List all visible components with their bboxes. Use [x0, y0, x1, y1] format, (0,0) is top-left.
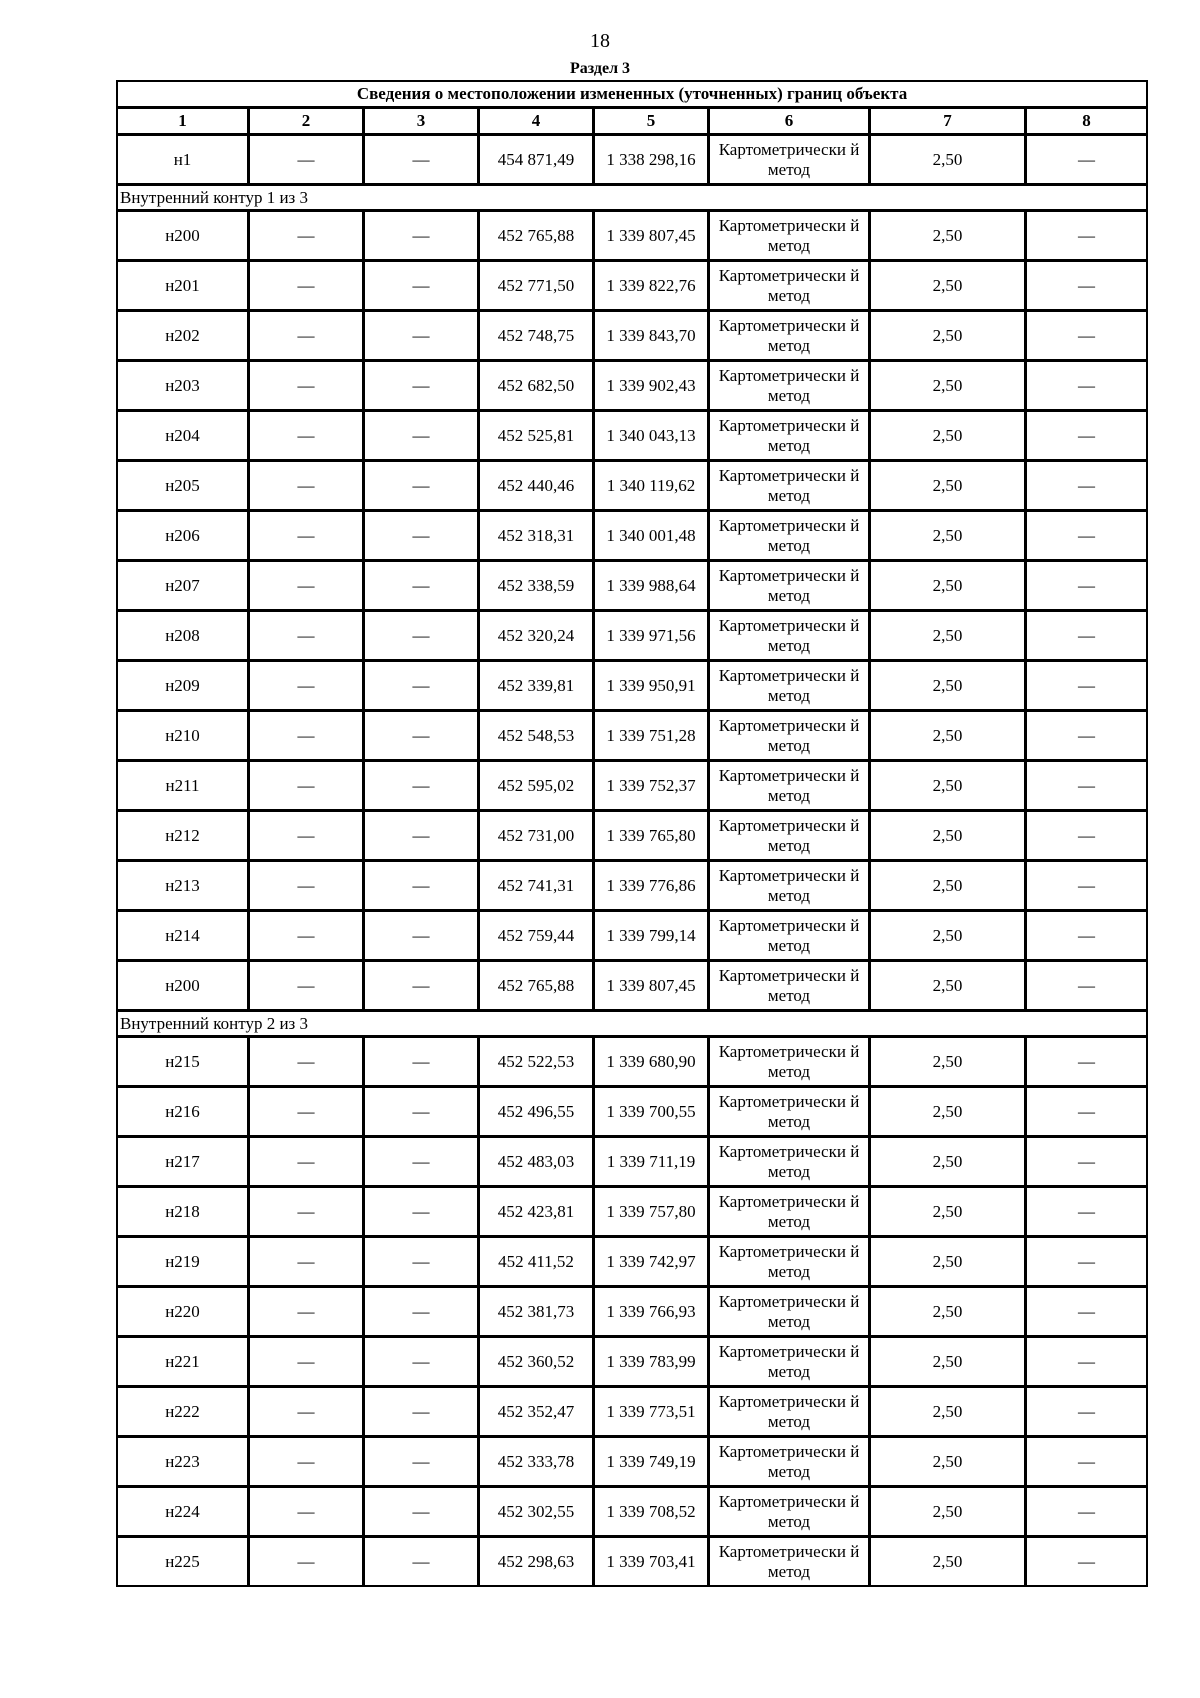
table-row [117, 1087, 1148, 1137]
table-row [117, 761, 1148, 811]
col2-cell: — [249, 1137, 364, 1187]
col8-cell: — [1026, 361, 1148, 411]
column-header: 3 [364, 108, 479, 135]
col8-cell: — [1026, 861, 1148, 911]
col2-cell: — [249, 911, 364, 961]
col2-cell: — [249, 361, 364, 411]
col8-cell: — [1026, 511, 1148, 561]
method-cell: Картометрически й метод [709, 411, 870, 461]
y-coordinate-cell: 1 339 742,97 [594, 1237, 709, 1287]
point-name-cell: н211 [117, 761, 249, 811]
accuracy-cell: 2,50 [870, 1437, 1026, 1487]
y-coordinate-cell: 1 340 119,62 [594, 461, 709, 511]
point-name-cell: н208 [117, 611, 249, 661]
col8-cell: — [1026, 1437, 1148, 1487]
col3-cell: — [364, 961, 479, 1011]
col8-cell: — [1026, 1537, 1148, 1587]
col8-cell: — [1026, 611, 1148, 661]
table-row [117, 211, 1148, 261]
x-coordinate-cell: 452 352,47 [479, 1387, 594, 1437]
col3-cell: — [364, 1287, 479, 1337]
x-coordinate-cell: 452 759,44 [479, 911, 594, 961]
col8-cell: — [1026, 211, 1148, 261]
table-row [117, 261, 1148, 311]
col2-cell: — [249, 611, 364, 661]
accuracy-cell: 2,50 [870, 1137, 1026, 1187]
x-coordinate-cell: 452 771,50 [479, 261, 594, 311]
accuracy-cell: 2,50 [870, 861, 1026, 911]
x-coordinate-cell: 452 338,59 [479, 561, 594, 611]
accuracy-cell: 2,50 [870, 1087, 1026, 1137]
col8-cell: — [1026, 961, 1148, 1011]
method-cell: Картометрически й метод [709, 311, 870, 361]
point-name-cell: н204 [117, 411, 249, 461]
table-row [117, 1237, 1148, 1287]
y-coordinate-cell: 1 339 843,70 [594, 311, 709, 361]
x-coordinate-cell: 452 318,31 [479, 511, 594, 561]
accuracy-cell: 2,50 [870, 211, 1026, 261]
y-coordinate-cell: 1 339 752,37 [594, 761, 709, 811]
col2-cell: — [249, 861, 364, 911]
table-row [117, 135, 1148, 185]
method-cell: Картометрически й метод [709, 1337, 870, 1387]
y-coordinate-cell: 1 339 776,86 [594, 861, 709, 911]
method-cell: Картометрически й метод [709, 135, 870, 185]
method-cell: Картометрически й метод [709, 1237, 870, 1287]
col3-cell: — [364, 511, 479, 561]
accuracy-cell: 2,50 [870, 511, 1026, 561]
col3-cell: — [364, 561, 479, 611]
table-row [117, 1387, 1148, 1437]
col2-cell: — [249, 561, 364, 611]
col8-cell: — [1026, 761, 1148, 811]
method-cell: Картометрически й метод [709, 961, 870, 1011]
accuracy-cell: 2,50 [870, 661, 1026, 711]
column-header: 2 [249, 108, 364, 135]
x-coordinate-cell: 452 496,55 [479, 1087, 594, 1137]
col8-cell: — [1026, 1037, 1148, 1087]
col2-cell: — [249, 311, 364, 361]
method-cell: Картометрически й метод [709, 261, 870, 311]
accuracy-cell: 2,50 [870, 311, 1026, 361]
accuracy-cell: 2,50 [870, 961, 1026, 1011]
table-row [117, 1037, 1148, 1087]
point-name-cell: н201 [117, 261, 249, 311]
accuracy-cell: 2,50 [870, 1487, 1026, 1537]
x-coordinate-cell: 452 522,53 [479, 1037, 594, 1087]
table-row [117, 811, 1148, 861]
y-coordinate-cell: 1 339 799,14 [594, 911, 709, 961]
page-number: 18 [590, 30, 610, 52]
table-title: Сведения о местоположении измененных (уточненных) границ объекта [117, 81, 1148, 108]
accuracy-cell: 2,50 [870, 611, 1026, 661]
col3-cell: — [364, 261, 479, 311]
point-name-cell: н221 [117, 1337, 249, 1387]
point-name-cell: н223 [117, 1437, 249, 1487]
col3-cell: — [364, 1137, 479, 1187]
contour-label: Внутренний контур 2 из 3 [117, 1011, 1148, 1037]
col8-cell: — [1026, 561, 1148, 611]
col8-cell: — [1026, 135, 1148, 185]
col3-cell: — [364, 311, 479, 361]
x-coordinate-cell: 452 298,63 [479, 1537, 594, 1587]
col2-cell: — [249, 1337, 364, 1387]
table-row [117, 1337, 1148, 1387]
x-coordinate-cell: 452 765,88 [479, 961, 594, 1011]
col2-cell: — [249, 411, 364, 461]
point-name-cell: н218 [117, 1187, 249, 1237]
col3-cell: — [364, 1387, 479, 1437]
method-cell: Картометрически й метод [709, 511, 870, 561]
col3-cell: — [364, 761, 479, 811]
col8-cell: — [1026, 1337, 1148, 1387]
point-name-cell: н215 [117, 1037, 249, 1087]
col8-cell: — [1026, 911, 1148, 961]
col2-cell: — [249, 511, 364, 561]
accuracy-cell: 2,50 [870, 711, 1026, 761]
table-row [117, 1287, 1148, 1337]
point-name-cell: н210 [117, 711, 249, 761]
point-name-cell: н222 [117, 1387, 249, 1437]
x-coordinate-cell: 452 423,81 [479, 1187, 594, 1237]
y-coordinate-cell: 1 339 971,56 [594, 611, 709, 661]
y-coordinate-cell: 1 339 757,80 [594, 1187, 709, 1237]
table-row [117, 711, 1148, 761]
y-coordinate-cell: 1 339 988,64 [594, 561, 709, 611]
table-row [117, 661, 1148, 711]
y-coordinate-cell: 1 338 298,16 [594, 135, 709, 185]
col3-cell: — [364, 1187, 479, 1237]
col8-cell: — [1026, 261, 1148, 311]
col3-cell: — [364, 711, 479, 761]
y-coordinate-cell: 1 339 680,90 [594, 1037, 709, 1087]
accuracy-cell: 2,50 [870, 361, 1026, 411]
col2-cell: — [249, 135, 364, 185]
table-row [117, 311, 1148, 361]
section-title: Раздел 3 [569, 60, 631, 77]
method-cell: Картометрически й метод [709, 711, 870, 761]
col8-cell: — [1026, 311, 1148, 361]
col8-cell: — [1026, 811, 1148, 861]
col3-cell: — [364, 861, 479, 911]
boundary-coordinates-table [116, 80, 1148, 1587]
accuracy-cell: 2,50 [870, 911, 1026, 961]
x-coordinate-cell: 452 483,03 [479, 1137, 594, 1187]
col3-cell: — [364, 611, 479, 661]
method-cell: Картометрически й метод [709, 461, 870, 511]
col2-cell: — [249, 811, 364, 861]
accuracy-cell: 2,50 [870, 1337, 1026, 1387]
method-cell: Картометрически й метод [709, 1387, 870, 1437]
method-cell: Картометрически й метод [709, 911, 870, 961]
col3-cell: — [364, 135, 479, 185]
point-name-cell: н212 [117, 811, 249, 861]
col3-cell: — [364, 461, 479, 511]
table-row [117, 361, 1148, 411]
table-row [117, 861, 1148, 911]
x-coordinate-cell: 454 871,49 [479, 135, 594, 185]
y-coordinate-cell: 1 339 765,80 [594, 811, 709, 861]
point-name-cell: н200 [117, 211, 249, 261]
point-name-cell: н219 [117, 1237, 249, 1287]
point-name-cell: н202 [117, 311, 249, 361]
y-coordinate-cell: 1 339 766,93 [594, 1287, 709, 1337]
col8-cell: — [1026, 1487, 1148, 1537]
column-header: 5 [594, 108, 709, 135]
col2-cell: — [249, 711, 364, 761]
table-row [117, 911, 1148, 961]
col3-cell: — [364, 1487, 479, 1537]
col2-cell: — [249, 1037, 364, 1087]
point-name-cell: н224 [117, 1487, 249, 1537]
table-row [117, 1187, 1148, 1237]
method-cell: Картометрически й метод [709, 1537, 870, 1587]
col3-cell: — [364, 1037, 479, 1087]
col2-cell: — [249, 1237, 364, 1287]
accuracy-cell: 2,50 [870, 761, 1026, 811]
col2-cell: — [249, 761, 364, 811]
method-cell: Картометрически й метод [709, 211, 870, 261]
method-cell: Картометрически й метод [709, 1487, 870, 1537]
accuracy-cell: 2,50 [870, 1187, 1026, 1237]
col2-cell: — [249, 1187, 364, 1237]
accuracy-cell: 2,50 [870, 1387, 1026, 1437]
y-coordinate-cell: 1 339 822,76 [594, 261, 709, 311]
column-header: 4 [479, 108, 594, 135]
x-coordinate-cell: 452 440,46 [479, 461, 594, 511]
col3-cell: — [364, 1537, 479, 1587]
table-row [117, 611, 1148, 661]
col8-cell: — [1026, 411, 1148, 461]
col8-cell: — [1026, 1287, 1148, 1337]
y-coordinate-cell: 1 339 749,19 [594, 1437, 709, 1487]
col3-cell: — [364, 1087, 479, 1137]
table-row [117, 961, 1148, 1011]
table-title-row [117, 81, 1148, 108]
column-header: 7 [870, 108, 1026, 135]
table-row [117, 1437, 1148, 1487]
col2-cell: — [249, 1387, 364, 1437]
col3-cell: — [364, 361, 479, 411]
y-coordinate-cell: 1 339 773,51 [594, 1387, 709, 1437]
y-coordinate-cell: 1 340 043,13 [594, 411, 709, 461]
x-coordinate-cell: 452 741,31 [479, 861, 594, 911]
column-number-row [117, 108, 1148, 135]
column-header: 8 [1026, 108, 1148, 135]
accuracy-cell: 2,50 [870, 1537, 1026, 1587]
col8-cell: — [1026, 711, 1148, 761]
col8-cell: — [1026, 1137, 1148, 1187]
accuracy-cell: 2,50 [870, 411, 1026, 461]
point-name-cell: н203 [117, 361, 249, 411]
col2-cell: — [249, 661, 364, 711]
x-coordinate-cell: 452 748,75 [479, 311, 594, 361]
point-name-cell: н1 [117, 135, 249, 185]
point-name-cell: н216 [117, 1087, 249, 1137]
table-row [117, 1487, 1148, 1537]
contour-header-row [117, 1011, 1148, 1037]
y-coordinate-cell: 1 339 950,91 [594, 661, 709, 711]
point-name-cell: н207 [117, 561, 249, 611]
y-coordinate-cell: 1 339 703,41 [594, 1537, 709, 1587]
col2-cell: — [249, 1487, 364, 1537]
x-coordinate-cell: 452 411,52 [479, 1237, 594, 1287]
method-cell: Картометрически й метод [709, 361, 870, 411]
x-coordinate-cell: 452 765,88 [479, 211, 594, 261]
col8-cell: — [1026, 1387, 1148, 1437]
col2-cell: — [249, 1087, 364, 1137]
column-header: 6 [709, 108, 870, 135]
y-coordinate-cell: 1 339 708,52 [594, 1487, 709, 1537]
method-cell: Картометрически й метод [709, 611, 870, 661]
method-cell: Картометрически й метод [709, 1437, 870, 1487]
x-coordinate-cell: 452 302,55 [479, 1487, 594, 1537]
col3-cell: — [364, 811, 479, 861]
accuracy-cell: 2,50 [870, 135, 1026, 185]
col3-cell: — [364, 661, 479, 711]
table-row [117, 561, 1148, 611]
col3-cell: — [364, 1337, 479, 1387]
col3-cell: — [364, 1237, 479, 1287]
method-cell: Картометрически й метод [709, 661, 870, 711]
point-name-cell: н214 [117, 911, 249, 961]
accuracy-cell: 2,50 [870, 1037, 1026, 1087]
table-row [117, 461, 1148, 511]
table-row [117, 411, 1148, 461]
col8-cell: — [1026, 1087, 1148, 1137]
method-cell: Картометрически й метод [709, 561, 870, 611]
col2-cell: — [249, 1287, 364, 1337]
table-body [117, 81, 1148, 1587]
accuracy-cell: 2,50 [870, 261, 1026, 311]
col8-cell: — [1026, 461, 1148, 511]
table-row [117, 511, 1148, 561]
method-cell: Картометрически й метод [709, 811, 870, 861]
point-name-cell: н200 [117, 961, 249, 1011]
y-coordinate-cell: 1 339 700,55 [594, 1087, 709, 1137]
method-cell: Картометрически й метод [709, 1087, 870, 1137]
contour-label: Внутренний контур 1 из 3 [117, 185, 1148, 211]
x-coordinate-cell: 452 548,53 [479, 711, 594, 761]
x-coordinate-cell: 452 525,81 [479, 411, 594, 461]
x-coordinate-cell: 452 320,24 [479, 611, 594, 661]
col8-cell: — [1026, 1187, 1148, 1237]
point-name-cell: н225 [117, 1537, 249, 1587]
accuracy-cell: 2,50 [870, 1287, 1026, 1337]
col2-cell: — [249, 211, 364, 261]
col3-cell: — [364, 1437, 479, 1487]
col3-cell: — [364, 911, 479, 961]
y-coordinate-cell: 1 340 001,48 [594, 511, 709, 561]
point-name-cell: н213 [117, 861, 249, 911]
x-coordinate-cell: 452 381,73 [479, 1287, 594, 1337]
col2-cell: — [249, 1437, 364, 1487]
col2-cell: — [249, 1537, 364, 1587]
point-name-cell: н220 [117, 1287, 249, 1337]
col2-cell: — [249, 261, 364, 311]
point-name-cell: н206 [117, 511, 249, 561]
accuracy-cell: 2,50 [870, 811, 1026, 861]
y-coordinate-cell: 1 339 807,45 [594, 961, 709, 1011]
method-cell: Картометрически й метод [709, 1187, 870, 1237]
col2-cell: — [249, 961, 364, 1011]
col2-cell: — [249, 461, 364, 511]
y-coordinate-cell: 1 339 807,45 [594, 211, 709, 261]
col3-cell: — [364, 211, 479, 261]
contour-header-row [117, 185, 1148, 211]
method-cell: Картометрически й метод [709, 861, 870, 911]
col8-cell: — [1026, 661, 1148, 711]
point-name-cell: н205 [117, 461, 249, 511]
method-cell: Картометрически й метод [709, 1287, 870, 1337]
y-coordinate-cell: 1 339 783,99 [594, 1337, 709, 1387]
x-coordinate-cell: 452 682,50 [479, 361, 594, 411]
method-cell: Картометрически й метод [709, 1037, 870, 1087]
method-cell: Картометрически й метод [709, 761, 870, 811]
x-coordinate-cell: 452 595,02 [479, 761, 594, 811]
accuracy-cell: 2,50 [870, 1237, 1026, 1287]
accuracy-cell: 2,50 [870, 461, 1026, 511]
y-coordinate-cell: 1 339 902,43 [594, 361, 709, 411]
column-header: 1 [117, 108, 249, 135]
x-coordinate-cell: 452 360,52 [479, 1337, 594, 1387]
x-coordinate-cell: 452 333,78 [479, 1437, 594, 1487]
table-row [117, 1537, 1148, 1587]
col3-cell: — [364, 411, 479, 461]
x-coordinate-cell: 452 339,81 [479, 661, 594, 711]
x-coordinate-cell: 452 731,00 [479, 811, 594, 861]
point-name-cell: н217 [117, 1137, 249, 1187]
method-cell: Картометрически й метод [709, 1137, 870, 1187]
point-name-cell: н209 [117, 661, 249, 711]
accuracy-cell: 2,50 [870, 561, 1026, 611]
y-coordinate-cell: 1 339 751,28 [594, 711, 709, 761]
y-coordinate-cell: 1 339 711,19 [594, 1137, 709, 1187]
table-row [117, 1137, 1148, 1187]
col8-cell: — [1026, 1237, 1148, 1287]
